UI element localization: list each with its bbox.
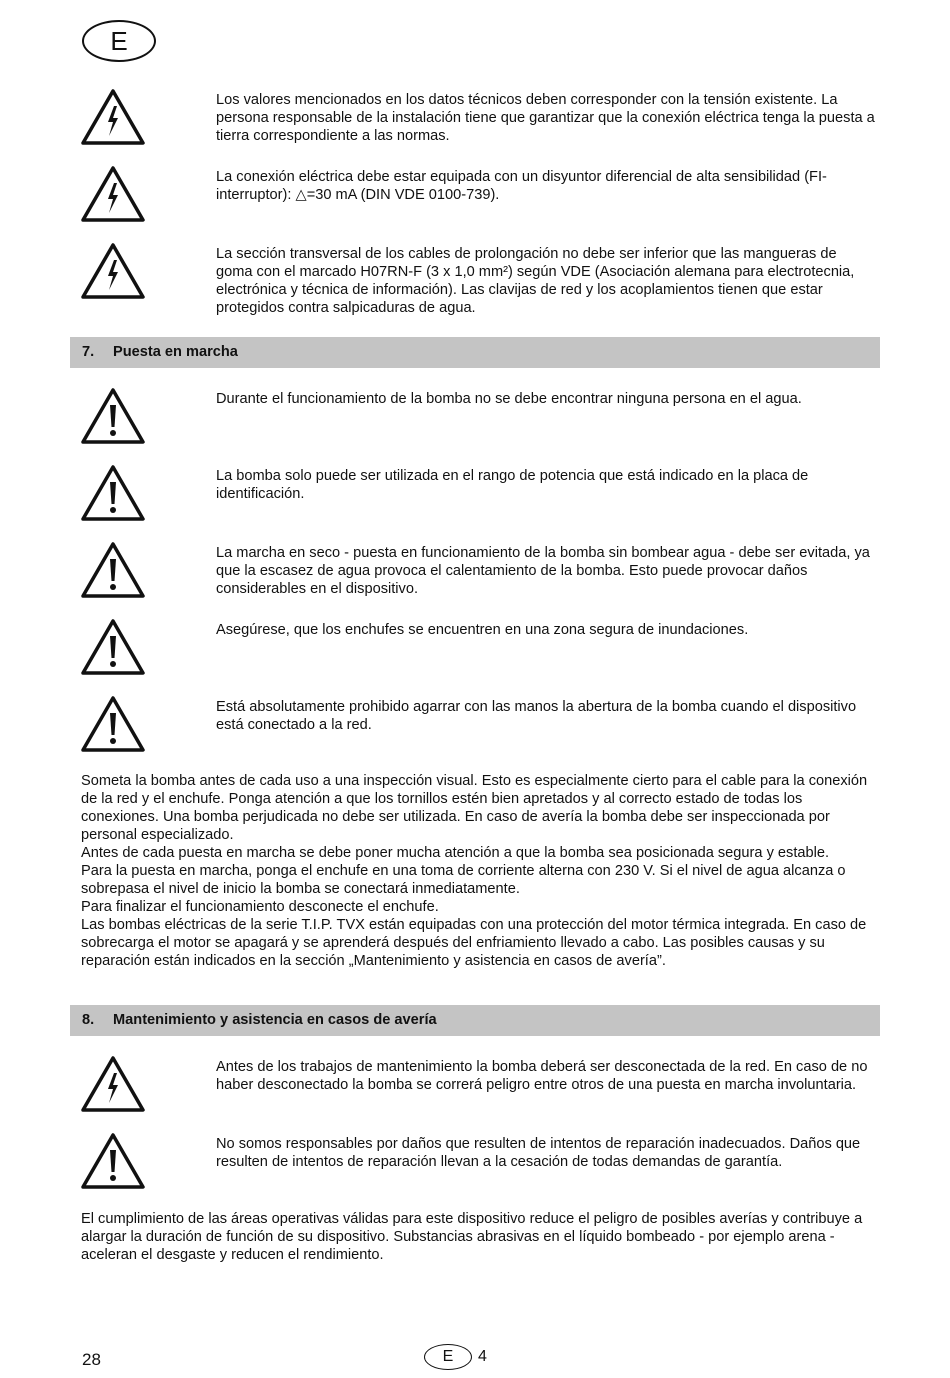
section-7-body — [81, 772, 876, 970]
warning-text: La marcha en seco - puesta en funcionamiento de la bomba sin bombear agua - debe ser evitada, ya que la escasez de agua provoca el calentamiento de la bomba. Esto puede provocar daños considerables en el dispositivo. — [216, 545, 870, 597]
footer-language-badge: E — [424, 1344, 472, 1370]
warning-text: Antes de los trabajos de mantenimiento la bomba deberá ser desconectada de la red. En caso de no haber desconectado la bomba se correrá peligro entre otros de una puesta en marcha involuntaria. — [216, 1059, 868, 1093]
body-paragraph: Someta la bomba antes de cada uso a una inspección visual. Esto es especialmente cierto para el cable para la conexión de la red y el enchufe. Ponga atención a que los tornillos estén bien apretados y al correcto estado de todas los conexiones. Una bomba perjudicada no debe ser utilizada. En caso de avería la bomba debe ser inspeccionada por personal especializado. — [81, 773, 868, 843]
warning-text: Asegúrese, que los enchufes se encuentren en una zona segura de inundaciones. — [216, 622, 749, 638]
section-8-body: El cumplimiento de las áreas operativas válidas para este dispositivo reduce el peligro de posibles averías y contribuye a alargar la duración de función de su dispositivo. Substancias abrasivas en el líquido bombeado - por ejemplo arena - aceleran el desgaste y reducen el rendimiento. — [81, 1211, 863, 1263]
page-number: 28 — [82, 1350, 101, 1369]
caution-icon — [80, 387, 146, 445]
warning-text: La conexión eléctrica debe estar equipada con un disyuntor diferencial de alta sensibilidad (FI-interruptor): △=30 mA (DIN VDE 0100-739). — [216, 169, 827, 203]
body-paragraph: Para finalizar el funcionamiento desconecte el enchufe. — [81, 899, 439, 915]
section-title: Puesta en marcha — [113, 344, 238, 360]
caution-icon — [80, 1132, 146, 1190]
caution-icon — [80, 618, 146, 676]
electric-hazard-icon — [80, 1055, 146, 1113]
section-8-header — [70, 1005, 880, 1036]
section-number: 8. — [82, 1012, 95, 1028]
body-paragraph: Antes de cada puesta en marcha se debe poner mucha atención a que la bomba sea posicionada segura y estable. — [81, 845, 830, 861]
language-badge: E — [82, 20, 156, 62]
section-7-header — [70, 337, 880, 368]
caution-icon — [80, 464, 146, 522]
warning-text: La bomba solo puede ser utilizada en el rango de potencia que está indicado en la placa de identificación. — [216, 468, 809, 502]
footer-sub-number: 4 — [478, 1348, 487, 1365]
caution-icon — [80, 541, 146, 599]
section-number: 7. — [82, 344, 95, 360]
electric-hazard-icon — [80, 88, 146, 146]
warning-text: Está absolutamente prohibido agarrar con las manos la abertura de la bomba cuando el dispositivo está conectado a la red. — [216, 699, 857, 733]
section-title: Mantenimiento y asistencia en casos de avería — [113, 1012, 437, 1028]
caution-icon — [80, 695, 146, 753]
body-paragraph: Las bombas eléctricas de la serie T.I.P. TVX están equipadas con una protección del motor térmica integrada. En caso de sobrecarga el motor se apagará y se aprenderá después del enfriamiento llevado a cabo. Las posibles causas y su reparación están indicados en la sección „Mantenimiento y asistencia en casos de avería”. — [81, 917, 867, 969]
warning-text: No somos responsables por daños que resulten de intentos de reparación inadecuados. Daños que resulten de intentos de reparación llevan a la cesación de todas demandas de garantía. — [216, 1136, 861, 1170]
electric-hazard-icon — [80, 242, 146, 300]
warning-text: La sección transversal de los cables de prolongación no debe ser inferior que las mangueras de goma con el marcado H07RN-F (3 x 1,0 mm²) según VDE (Asociación alemana para electrotecnia, electrónica y técnica de información). Las clavijas de red y los acoplamientos tienen que estar protegidos contra salpicaduras de agua. — [216, 246, 855, 316]
body-paragraph: Para la puesta en marcha, ponga el enchufe en una toma de corriente alterna con 230 V. Si el nivel de agua alcanza o sobrepasa el nivel de inicio la bomba se conectará inmediatamente. — [81, 863, 846, 897]
electric-hazard-icon — [80, 165, 146, 223]
warning-text: Los valores mencionados en los datos técnicos deben corresponder con la tensión existente. La persona responsable de la instalación tiene que garantizar que la conexión eléctrica tenga la puesta a tierra correspondiente a las normas. — [216, 92, 875, 144]
warning-text: Durante el funcionamiento de la bomba no se debe encontrar ninguna persona en el agua. — [216, 391, 802, 407]
